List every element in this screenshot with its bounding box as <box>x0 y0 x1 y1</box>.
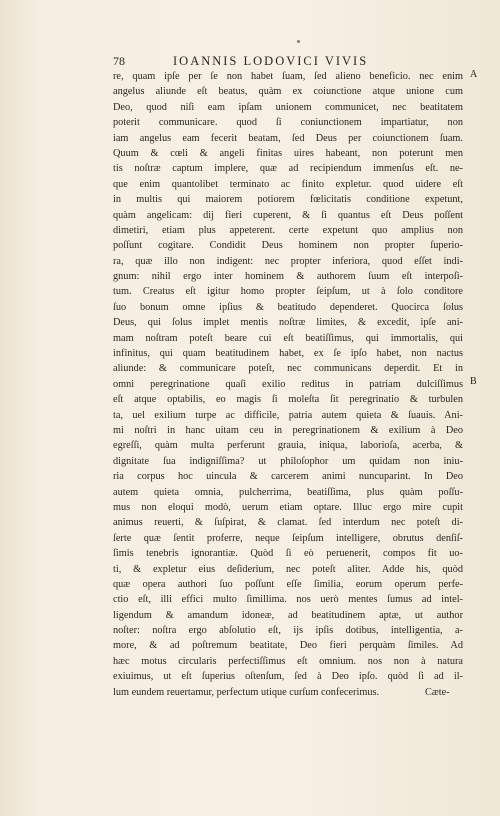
text-line: animus reuerti, & ſuſpirat, & clamat. ſed interdum nec poteſt di- <box>113 517 463 529</box>
text-line: poſſunt cogitare. Condidit Deus hominem non propter ſuperio- <box>113 240 463 252</box>
text-line: poterit communicare. quod ſi coniunctionem impartiatur, non <box>113 117 463 129</box>
text-line: Quum & cœli & angeli finitas uires habeant, non poterunt men <box>113 147 463 159</box>
text-line: lum eundem reuertamur, perfectum utique curſum confecerimus. <box>113 686 380 698</box>
text-line: Deo, quod niſi eam ipſam unionem communicet, nec beatitatem <box>113 101 463 113</box>
text-line: quàm angelicam: dij fieri cuperent, & ſi quantus eſt Deus poſſent <box>113 209 463 221</box>
text-line: autem quieta omnia, pulcherrima, beatiſſima, plus quàm poſſu- <box>113 486 463 498</box>
text-line: hæc motus circularis perfectiſſimus eſt omnium. nos non à natura <box>113 655 463 667</box>
text-line: ta, uel exilium turpe ac difficile, patria autem quieta & ſuauis. Ani- <box>113 409 463 421</box>
body-text <box>113 69 463 700</box>
text-line: exiuimus, ut eſt ſuperius oſtenſum, ſed à Deo ipſo. quòd ſi ad il- <box>113 671 463 683</box>
text-line: re, quam ipſe per ſe non habet ſuam, ſed alieno beneficio. nec enim <box>113 71 463 82</box>
text-line: gnum: nihil ergo inter hominem & authorem ſuum eſt interpoſi- <box>113 271 463 283</box>
text-line: eſt atque optabilis, eo magis ſi moleſta ſit peregrinatio & turbulen <box>113 394 463 406</box>
text-line: egreſſi, quàm multa perferunt grauia, iniqua, laborioſa, acerba, & <box>113 440 463 452</box>
text-line: quæ opera authori ſuo poſſunt eſſe ſimilia, eorum operum perfe- <box>113 578 463 590</box>
paper-speck <box>297 40 300 43</box>
text-line: noſter: noſtra ergo abſolutio eſt, ijs ipſis dotibus, intelligentia, a- <box>113 625 463 637</box>
text-line: iam angelus eam fecerit beatam, ſed Deus per coiunctionem ſuam. <box>113 132 463 144</box>
text-line: que enim quantolibet terminato ac finito expletur. quod uidere eſt <box>113 178 463 190</box>
text-line: ra, quæ illo non indigent: nec propter inferiora, quod eſſet indi- <box>113 255 463 267</box>
text-line: dimetiri, etiam plus appeterent. certe expetunt quo amplius non <box>113 224 463 236</box>
text-line: tis noſtræ captum implere, quæ ad recipiendum immenſus eſt. ne- <box>113 163 463 175</box>
folio-number: 78 <box>113 54 125 68</box>
text-line: ſimis tenebris ignorantiæ. Quòd ſi eò peruenerit, compos fit uo- <box>113 548 463 560</box>
margin-note-a: A <box>470 69 478 80</box>
text-line: more, & ad poſtremum beatitate, Deo fieri perquàm ſimiles. Ad <box>113 640 463 652</box>
text-line: ti, & expletur eius deſiderium, nec poteſt aliter. Adde his, quòd <box>113 563 463 575</box>
running-title: IOANNIS LODOVICI VIVIS <box>173 54 369 68</box>
text-line: mi noſtri in hanc uitam ceu in peregrinationem & exilium à Deo <box>113 424 463 436</box>
catchword: Cæte- <box>425 687 450 698</box>
text-line: mus non eloqui modò, uerum etiam optare. Illuc ergo mire cupit <box>113 501 463 513</box>
text-line: omni peregrinatione quaſi exilio reditus in patriam dulciſſimus <box>113 378 463 390</box>
text-line: in multis qui maiorem potiorem fœlicitatis conditione expetunt, <box>113 194 463 206</box>
text-line: dignitate ſua indigniſſima? ut philoſophor um quidam non iniu- <box>113 455 463 467</box>
text-line: tum. Creatus eſt igitur homo propter ſeipſum, ut à ſolo conditore <box>113 286 463 298</box>
text-line: angelus aliunde eſt beatus, quàm ex coiunctione atque unione cum <box>113 86 463 98</box>
text-line: ſuo bonum omne ipſius & beatitudo dependeret. Quocirca ſolus <box>113 301 463 313</box>
text-line: aliunde: & communicare poteſt, nec communicans deperdit. Et in <box>113 363 463 375</box>
text-line: ria corpus hoc uincula & carcerem animi nuncuparint. In Deo <box>113 471 463 483</box>
text-line: ctio eſt, illi effici multo ſimillima. nos uerò mentes ſumus ad intel- <box>113 594 463 606</box>
text-line: ligendum & amandum idoneæ, ad beatitudinem aptæ, ut author <box>113 609 463 621</box>
text-line: ſerte quæ ſentit proferre, neque ſeipſum intelligere, obrutus denſiſ- <box>113 532 463 544</box>
text-line: mam noſtram poteſt beare cui eſt beatiſſimus, qui immortalis, qui <box>113 332 463 344</box>
margin-note-b: B <box>470 376 477 387</box>
text-line: infinitus, qui quam beatitudinem habet, ex ſe ipſo habet, non nactus <box>113 348 463 360</box>
text-line: Deus, qui ſolus implet mentis noſtræ limites, & excedit, ipſe ani- <box>113 317 463 329</box>
